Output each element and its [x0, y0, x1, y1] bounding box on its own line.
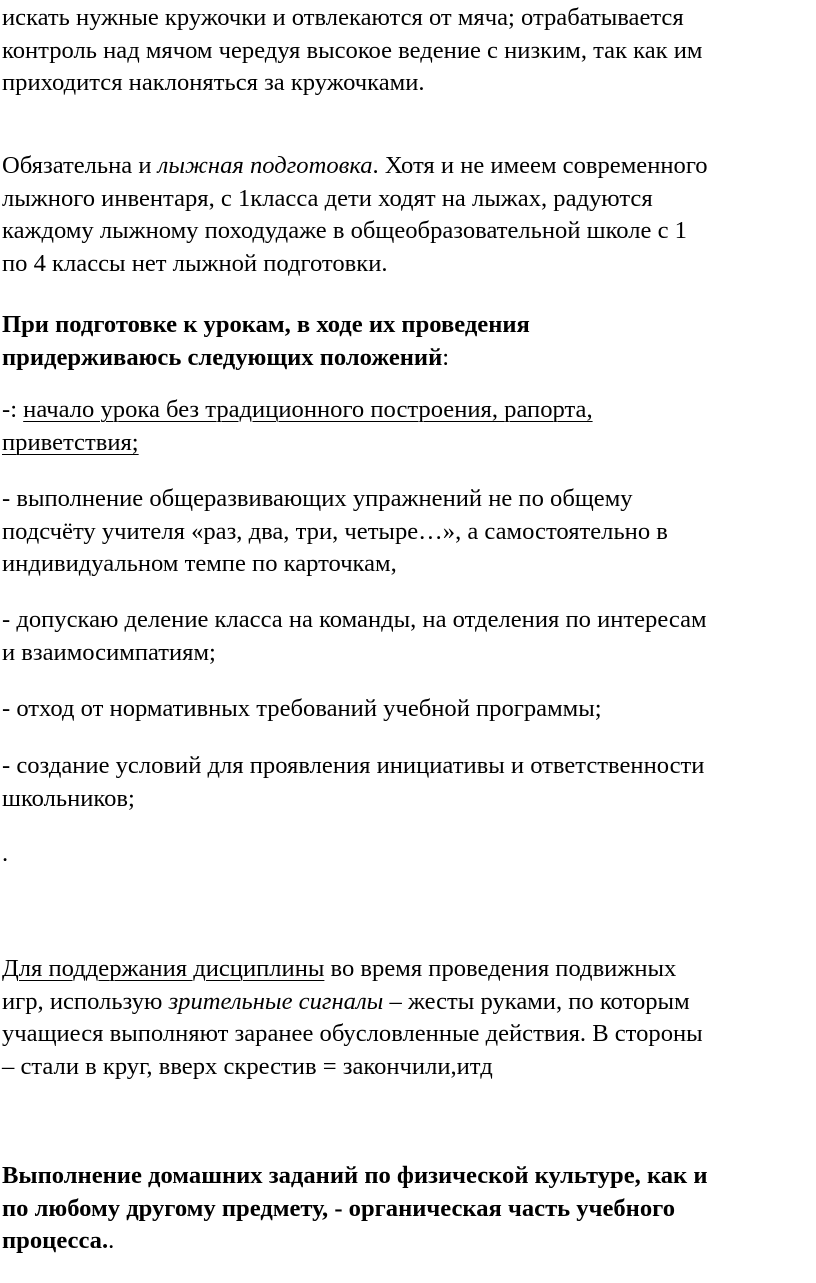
paragraph-discipline	[2, 953, 814, 1083]
text-run: процесса.	[2, 1227, 109, 1254]
text-run: – жесты руками, по которым	[383, 987, 690, 1015]
italic-term-ski-training: лыжная подготовка	[157, 152, 373, 179]
text-line	[2, 1225, 814, 1258]
text-run: Обязательна и	[2, 152, 158, 179]
underlined-text: приветствия;	[2, 428, 139, 456]
text-line: При подготовке к урокам, в ходе их проведения	[2, 311, 530, 338]
text-line: контроль над мячом чередуя высокое ведение с низким, так как им	[2, 36, 703, 64]
text-line: - создание условий для проявления инициативы и ответственности	[2, 752, 705, 779]
text-line: приходится наклоняться за кружочками.	[2, 69, 425, 96]
underlined-text: начало урока без традиционного построения, рапорта,	[23, 396, 593, 423]
text-line: по 4 классы нет лыжной подготовки.	[2, 249, 388, 277]
list-item-normative-requirements	[2, 693, 814, 726]
text-line	[2, 150, 814, 183]
paragraph-dot	[2, 838, 814, 871]
text-line: - допускаю деление класса на команды, на отделения по интересам	[2, 606, 707, 633]
underlined-text: Для поддержания дисциплины	[2, 955, 325, 982]
list-item-exercises	[2, 483, 814, 581]
text-line: школьников;	[2, 784, 135, 812]
list-item-class-division	[2, 604, 814, 669]
bold-heading-text: придерживаюсь следующих положений	[2, 343, 443, 371]
paragraph-homework	[2, 1160, 814, 1258]
text-line: подсчёту учителя «раз, два, три, четыре…», а самостоятельно в	[2, 517, 668, 545]
paragraph-ski-training	[2, 150, 814, 280]
text-line	[2, 342, 814, 375]
text-line: учащиеся выполняют заранее обусловленные действия. В стороны	[2, 1020, 703, 1047]
paragraph-ball-control	[2, 2, 814, 100]
text-line: - выполнение общеразвивающих упражнений не по общему	[2, 485, 633, 512]
text-line: Выполнение домашних заданий по физической культуре, как и	[2, 1162, 708, 1189]
text-run: .	[108, 1227, 115, 1254]
text-line: - отход от нормативных требований учебной программы;	[2, 695, 602, 722]
text-line	[2, 427, 814, 460]
italic-term-visual-signals: зрительные сигналы	[168, 987, 384, 1015]
list-item-lesson-start	[2, 394, 814, 459]
text-line	[2, 986, 814, 1019]
text-line: – стали в круг, вверх скрестив = закончили,итд	[2, 1052, 493, 1080]
text-run: игр, использую	[2, 987, 169, 1015]
text-line: и взаимосимпатиям;	[2, 638, 216, 666]
text-line: индивидуальном темпе по карточкам,	[2, 550, 397, 577]
text-run: во время проведения подвижных	[324, 955, 677, 982]
text-line: каждому лыжному походудаже в общеобразовательной школе с 1	[2, 217, 687, 244]
text-line	[2, 953, 814, 986]
text-run: :	[442, 343, 450, 371]
text-line: по любому другому предмету, - органическая часть учебного	[2, 1194, 676, 1222]
text-line: .	[2, 840, 9, 867]
text-run: . Хотя и не имеем современного	[372, 152, 708, 179]
text-line	[2, 394, 814, 427]
text-line: искать нужные кружочки и отвлекаются от мяча; отрабатывается	[2, 4, 684, 31]
list-marker: -:	[2, 396, 24, 423]
text-line: лыжного инвентаря, с 1класса дети ходят на лыжах, радуются	[2, 184, 653, 212]
paragraph-principles-heading	[2, 309, 814, 374]
list-item-initiative	[2, 750, 814, 815]
